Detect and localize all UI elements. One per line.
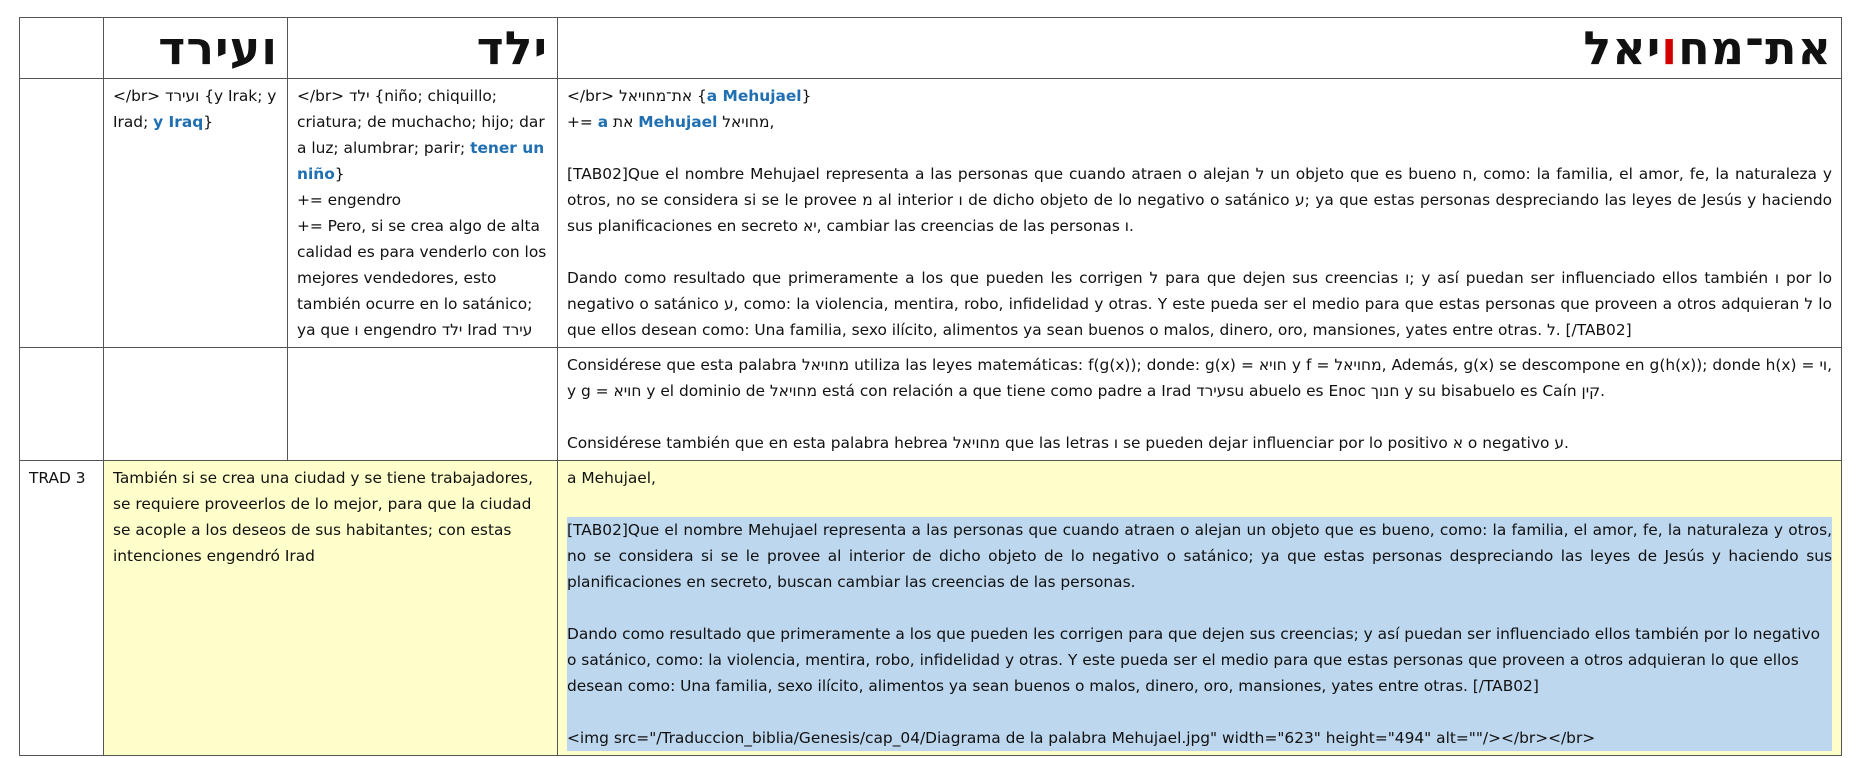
- translation-paragraph-1: [TAB02]Que el nombre Mehujael representa a las personas que cuando atraen o alejan un objeto que es bueno, como: la familia, el amor, fe, la naturaleza y otros, no se considera si se le provee al interior de dicho objeto de lo negativo o satánico; ya que estas personas despreciando las leyes de Jesús y haciendo sus planificaciones en secreto, buscan cambiar las creencias de las personas.: [567, 521, 1832, 591]
- irad-def-highlight: y Iraq: [153, 113, 204, 131]
- translation-table: [19, 17, 1842, 756]
- title-red-letter: ו: [1661, 21, 1679, 75]
- translation-img-tag: <img src="/Traduccion_biblia/Genesis/cap_04/Diagrama de la palabra Mehujael.jpg" width="623" height="494" alt=""/></br></br>: [567, 729, 1596, 747]
- hebrew-word-yeled: ילד: [476, 21, 548, 75]
- main-l2-highlight-a: a: [597, 113, 609, 131]
- title-part-1: את־מח: [1678, 21, 1832, 75]
- header-irad-cell: [104, 18, 288, 79]
- header-title-cell: [558, 18, 1842, 79]
- analysis-paragraph-1: Considérese que esta palabra מחויאל utiliza las leyes matemáticas: f(g(x)); donde: g(x) = חויא y f = מחויאל, Además, g(x) se descompone en g(h(x)); donde h(x) = וי, y g = חויא y el dominio de מחויאל está con relación a que tiene como padre a Irad עירדsu abuelo es Enoc חנוך y su bisabuelo es Caín קין.: [567, 356, 1832, 400]
- yeled-definition-cell: [288, 79, 558, 348]
- main-l1-text: </br> את־מחויאל {: [567, 87, 707, 105]
- r2-empty-cell-3: [288, 348, 558, 461]
- header-row: [20, 18, 1842, 79]
- header-yeled-cell: [288, 18, 558, 79]
- main-l1-highlight: a Mehujael: [706, 87, 802, 105]
- main-l2-mid: את: [608, 113, 639, 131]
- hebrew-word-mehujael: [567, 18, 1832, 78]
- irad-definition-cell: [104, 79, 288, 348]
- yeled-def-line2: += engendro: [297, 191, 402, 209]
- analysis-paragraph-2: Considérese también que en esta palabra hebrea מחויאל que las letras ו se pueden dejar influenciar por lo positivo א o negativo ע.: [567, 434, 1569, 452]
- main-l2-close: מחויאל,: [717, 113, 775, 131]
- definition-row: [20, 79, 1842, 348]
- mehujael-definition-cell: [558, 79, 1842, 348]
- trad-label: TRAD 3: [20, 461, 104, 756]
- main-l2-highlight-name: Mehujael: [638, 113, 718, 131]
- r2-empty-cell-1: [20, 348, 104, 461]
- hebrew-word-irad: ועירד: [158, 21, 278, 75]
- yeled-def-text: </br> ילד {niño; chiquillo; criatura; de muchacho; hijo; dar a luz; alumbrar; parir;: [297, 87, 545, 157]
- header-empty-cell: [20, 18, 104, 79]
- title-part-2: יאל: [1583, 21, 1662, 75]
- translation-paragraph-2: Dando como resultado que primeramente a los que pueden les corrigen para que dejen sus creencias; y así puedan ser influenciado ellos también por lo negativo o satánico, como: la violencia, mentira, robo, infidelidad y otras. Y este pueda ser el medio para que estas personas que proveen a otros adquieran lo que ellos desean como: Una familia, sexo ilícito, alimentos ya sean buenos o malos, dinero, oro, mansiones, yates entre otras. [/TAB02]: [567, 625, 1820, 695]
- yeled-def-highlight: tener un niño: [297, 139, 545, 183]
- yeled-def-line3: += Pero, si se crea algo de alta calidad es para venderlo con los mejores vendedores, esto también ocurre en lo satánico; ya que ו engendro ילד Irad עירד: [297, 217, 547, 339]
- r2-empty-cell-2: [104, 348, 288, 461]
- translation-left-cell: También si se crea una ciudad y se tiene trabajadores, se requiere proveerlos de lo mejor, para que la ciudad se acople a los deseos de sus habitantes; con estas intenciones engendró Irad: [104, 461, 558, 756]
- r1-empty-cell: [20, 79, 104, 348]
- translation-highlight-block: [567, 517, 1832, 751]
- irad-def-close: }: [203, 113, 214, 131]
- main-l2-prefix: +=: [567, 113, 598, 131]
- main-l1-close: }: [801, 87, 812, 105]
- main-paragraph-1: [TAB02]Que el nombre Mehujael representa a las personas que cuando atraen o alejan ל un objeto que es bueno ח, como: la familia, el amor, fe, la naturaleza y otros, no se considera si se le provee מ al interior ו de dicho objeto de lo negativo o satánico ע; ya que estas personas despreciando las leyes de Jesús y haciendo sus planificaciones en secreto יא, cambiar las creencias de las personas ו.: [567, 165, 1833, 235]
- main-paragraph-2: Dando como resultado que primeramente a los que pueden les corrigen ל para que dejen sus creencias ו; y así puedan ser influenciado ellos también ו por lo negativo o satánico ע, como: la violencia, mentira, robo, infidelidad y otras. Y este pueda ser el medio para que estas personas que proveen a otros adquieran ל lo que ellos desean como: Una familia, sexo ilícito, alimentos ya sean buenos o malos, dinero, oro, mansiones, yates entre otras. ל. [/TAB02]: [567, 269, 1832, 339]
- yeled-def-close: }: [334, 165, 345, 183]
- analysis-row: [20, 348, 1842, 461]
- translation-line-1: a Mehujael,: [567, 469, 656, 487]
- translation-main-cell: [558, 461, 1842, 756]
- irad-def-text: </br> ועירד {y Irak; y Irad;: [113, 87, 277, 131]
- translation-row: [20, 461, 1842, 756]
- analysis-cell: [558, 348, 1842, 461]
